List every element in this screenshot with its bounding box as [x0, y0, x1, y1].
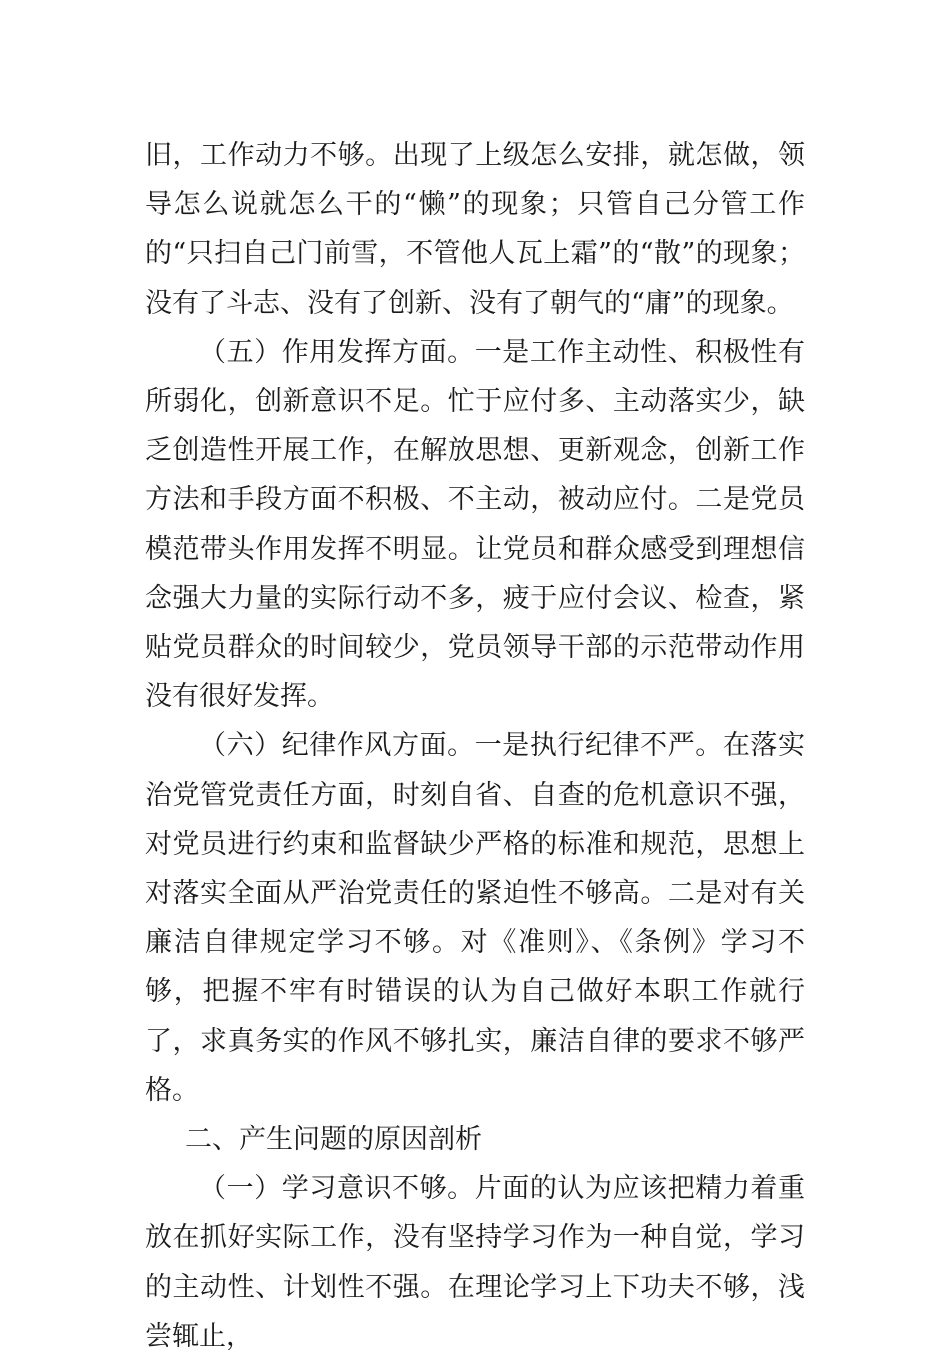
section-heading-cause-analysis: 二、产生问题的原因剖析	[185, 1124, 482, 1156]
paragraph-continuation: 旧，工作动力不够。出现了上级怎么安排，就怎做，领导怎么说就怎么干的“懒”的现象；只管自己分管工作的“只扫自己门前雪，不管他人瓦上霜”的“散”的现象；没有了斗志、没有了创新、没有了朝气的“庸”的现象。	[145, 140, 805, 319]
paragraph-section-six: （六）纪律作风方面。一是执行纪律不严。在落实治党管党责任方面，时刻自省、自查的危机意识不强，对党员进行约束和监督缺少严格的标准和规范，思想上对落实全面从严治党责任的紧迫性不够高。二是对有关廉洁自律规定学习不够。对《准则》、《条例》学习不够，把握不牢有时错误的认为自己做好本职工作就行了，求真务实的作风不够扎实，廉洁自律的要求不够严格。	[145, 730, 805, 1106]
paragraph-section-five: （五）作用发挥方面。一是工作主动性、积极性有所弱化，创新意识不足。忙于应付多、主动落实少，缺乏创造性开展工作，在解放思想、更新观念，创新工作方法和手段方面不积极、不主动，被动应付。二是党员模范带头作用发挥不明显。让党员和群众感受到理想信念强大力量的实际行动不多，疲于应付会议、检查，紧贴党员群众的时间较少，党员领导干部的示范带动作用没有很好发挥。	[145, 336, 805, 713]
paragraph-cause-one: （一）学习意识不够。片面的认为应该把精力着重放在抓好实际工作，没有坚持学习作为一种自觉，学习的主动性、计划性不强。在理论学习上下功夫不够，浅尝辄止，	[145, 1173, 805, 1352]
document-body	[145, 131, 805, 1361]
